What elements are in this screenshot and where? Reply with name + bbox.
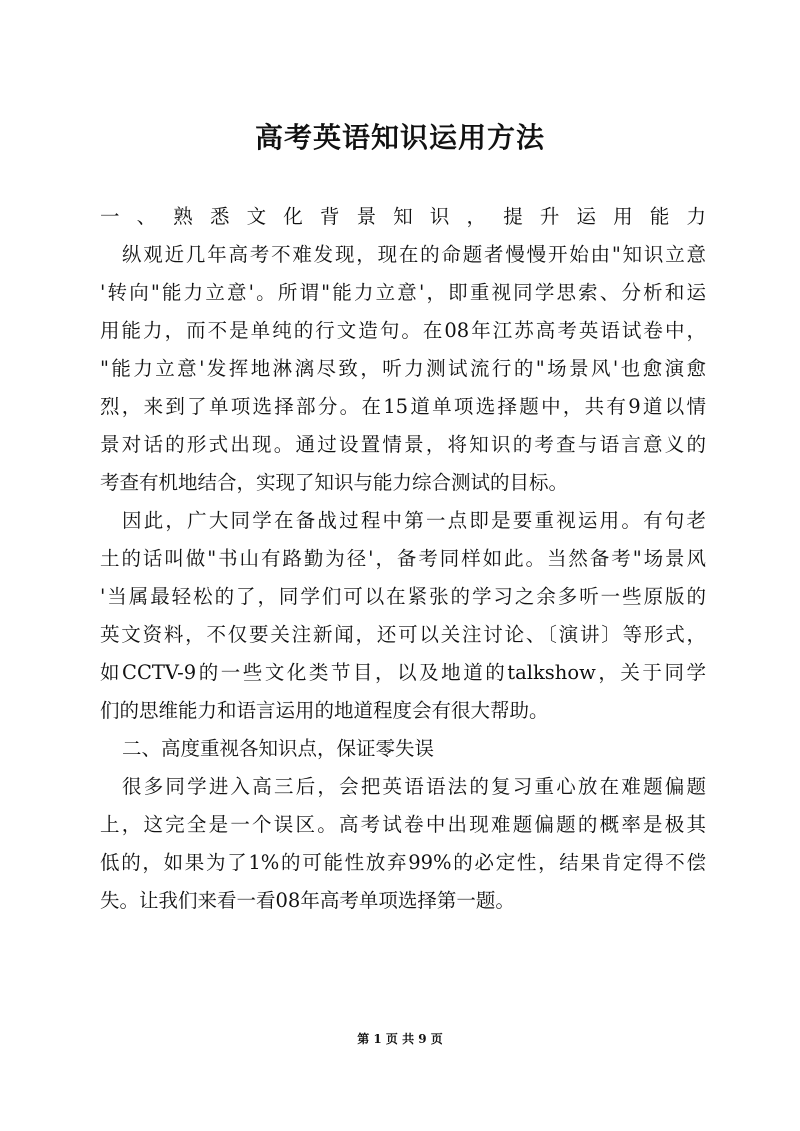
document-body	[100, 198, 706, 920]
paragraph-line: 很多同学进入高三后，会把英语语法的复习重心放在难题偏题	[122, 775, 706, 798]
paragraph-line: 烈，来到了单项选择部分。在15道单项选择题中，共有9道以情	[100, 395, 706, 418]
paragraph-line: 景对话的形式出现。通过设置情景，将知识的考查与语言意义的	[100, 433, 706, 456]
section-heading-1: 一、熟悉文化背景知识，提升运用能力	[100, 205, 706, 228]
paragraph-line: 英文资料，不仅要关注新闻，还可以关注讨论、〔演讲〕等形式，	[100, 623, 706, 646]
paragraph-line: 们的思维能力和语言运用的地道程度会有很大帮助。	[100, 699, 549, 722]
page-footer: 第 1 页 共 9 页	[357, 1032, 443, 1046]
paragraph-line: 考查有机地结合，实现了知识与能力综合测试的目标。	[100, 471, 569, 494]
document-title: 高考英语知识运用方法	[254, 121, 545, 154]
paragraph-line: 因此，广大同学在备战过程中第一点即是要重视运用。有句老	[122, 509, 706, 532]
paragraph-line: 上，这完全是一个误区。高考试卷中出现难题偏题的概率是极其	[100, 813, 706, 836]
paragraph-line: "能力立意'发挥地淋漓尽致，听力测试流行的"场景风'也愈演愈	[100, 357, 706, 380]
section-heading-2: 二、高度重视各知识点，保证零失误	[122, 737, 435, 760]
paragraph-line: 低的，如果为了1%的可能性放弃99%的必定性，结果肯定得不偿	[100, 851, 706, 874]
paragraph-line: '转向"能力立意'。所谓"能力立意'，即重视同学思索、分析和运	[100, 281, 706, 304]
paragraph-line: 用能力，而不是单纯的行文造句。在08年江苏高考英语试卷中，	[100, 319, 706, 342]
paragraph-line: '当属最轻松的了，同学们可以在紧张的学习之余多听一些原版的	[100, 585, 706, 608]
paragraph-line: 如CCTV-9的一些文化类节目，以及地道的talkshow，关于同学	[100, 661, 706, 684]
paragraph-line: 失。让我们来看一看08年高考单项选择第一题。	[100, 889, 515, 912]
paragraph-line: 纵观近几年高考不难发现，现在的命题者慢慢开始由"知识立意	[122, 243, 706, 266]
paragraph-line: 土的话叫做"书山有路勤为径'，备考同样如此。当然备考"场景风	[100, 547, 706, 570]
